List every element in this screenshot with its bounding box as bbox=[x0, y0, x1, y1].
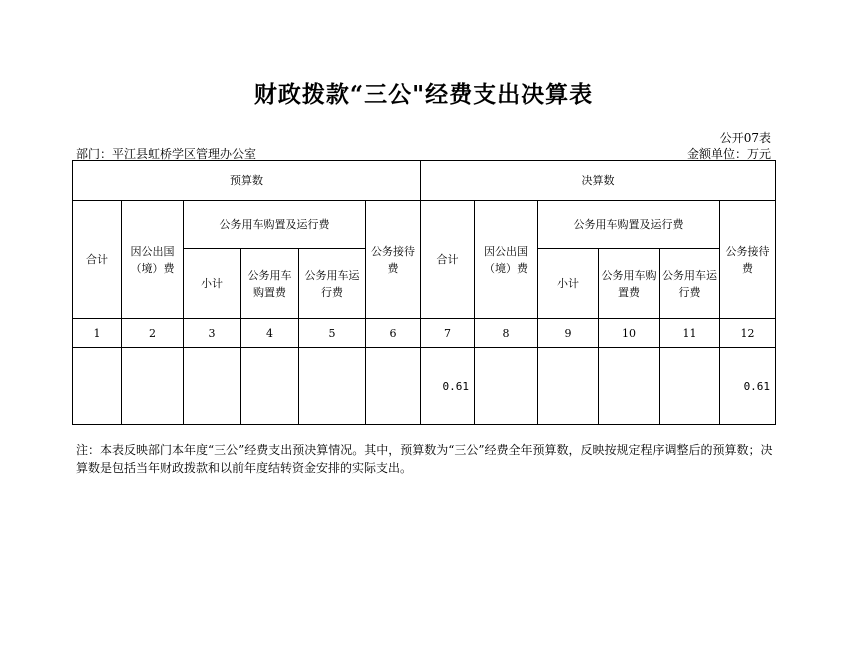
value-cell bbox=[599, 348, 660, 425]
final-total-value: 0.61 bbox=[421, 348, 475, 425]
header-budget-vehicle-purchase: 公务用车购置费 bbox=[241, 249, 299, 319]
three-public-expense-table bbox=[72, 160, 776, 425]
header-final-abroad: 因公出国（境）费 bbox=[475, 201, 538, 319]
value-cell bbox=[538, 348, 599, 425]
value-cell bbox=[660, 348, 720, 425]
col-number: 7 bbox=[421, 319, 475, 348]
value-cell bbox=[122, 348, 184, 425]
header-budget-reception: 公务接待费 bbox=[366, 201, 421, 319]
header-final-total: 合计 bbox=[421, 201, 475, 319]
col-number: 3 bbox=[184, 319, 241, 348]
header-budget-total: 合计 bbox=[73, 201, 122, 319]
header-budget-vehicle-run: 公务用车运行费 bbox=[299, 249, 366, 319]
header-final-vehicle-purchase: 公务用车购置费 bbox=[599, 249, 660, 319]
value-cell bbox=[299, 348, 366, 425]
col-number: 11 bbox=[660, 319, 720, 348]
col-number: 6 bbox=[366, 319, 421, 348]
col-number: 9 bbox=[538, 319, 599, 348]
col-number: 4 bbox=[241, 319, 299, 348]
header-budget-abroad: 因公出国（境）费 bbox=[122, 201, 184, 319]
form-number: 公开07表 bbox=[719, 131, 771, 145]
header-budget-subtotal: 小计 bbox=[184, 249, 241, 319]
col-number: 2 bbox=[122, 319, 184, 348]
header-budget-vehicle: 公务用车购置及运行费 bbox=[184, 201, 366, 249]
unit-label: 金额单位：万元 bbox=[686, 147, 771, 161]
page-title: 财政拨款“三公"经费支出决算表 bbox=[253, 81, 594, 108]
value-cell bbox=[184, 348, 241, 425]
header-final-subtotal: 小计 bbox=[538, 249, 599, 319]
column-number-row bbox=[73, 319, 776, 348]
header-final-group: 决算数 bbox=[421, 161, 776, 201]
value-cell bbox=[366, 348, 421, 425]
footnote: 注：本表反映部门本年度“三公”经费支出预决算情况。其中，预算数为“三公”经费全年预算数，反映按规定程序调整后的预算数；决算数是包括当年财政拨款和以前年度结转资金安排的实际支出。 bbox=[76, 443, 773, 475]
header-final-vehicle: 公务用车购置及运行费 bbox=[538, 201, 720, 249]
final-reception-value: 0.61 bbox=[720, 348, 776, 425]
col-number: 12 bbox=[720, 319, 776, 348]
value-cell bbox=[241, 348, 299, 425]
value-cell bbox=[475, 348, 538, 425]
value-cell bbox=[73, 348, 122, 425]
department-label: 部门：平江县虹桥学区管理办公室 bbox=[76, 147, 257, 161]
col-number: 8 bbox=[475, 319, 538, 348]
header-final-reception: 公务接待费 bbox=[720, 201, 776, 319]
header-budget-group: 预算数 bbox=[73, 161, 421, 201]
col-number: 5 bbox=[299, 319, 366, 348]
header-final-vehicle-run: 公务用车运行费 bbox=[660, 249, 720, 319]
col-number: 10 bbox=[599, 319, 660, 348]
data-row bbox=[73, 348, 776, 425]
col-number: 1 bbox=[73, 319, 122, 348]
